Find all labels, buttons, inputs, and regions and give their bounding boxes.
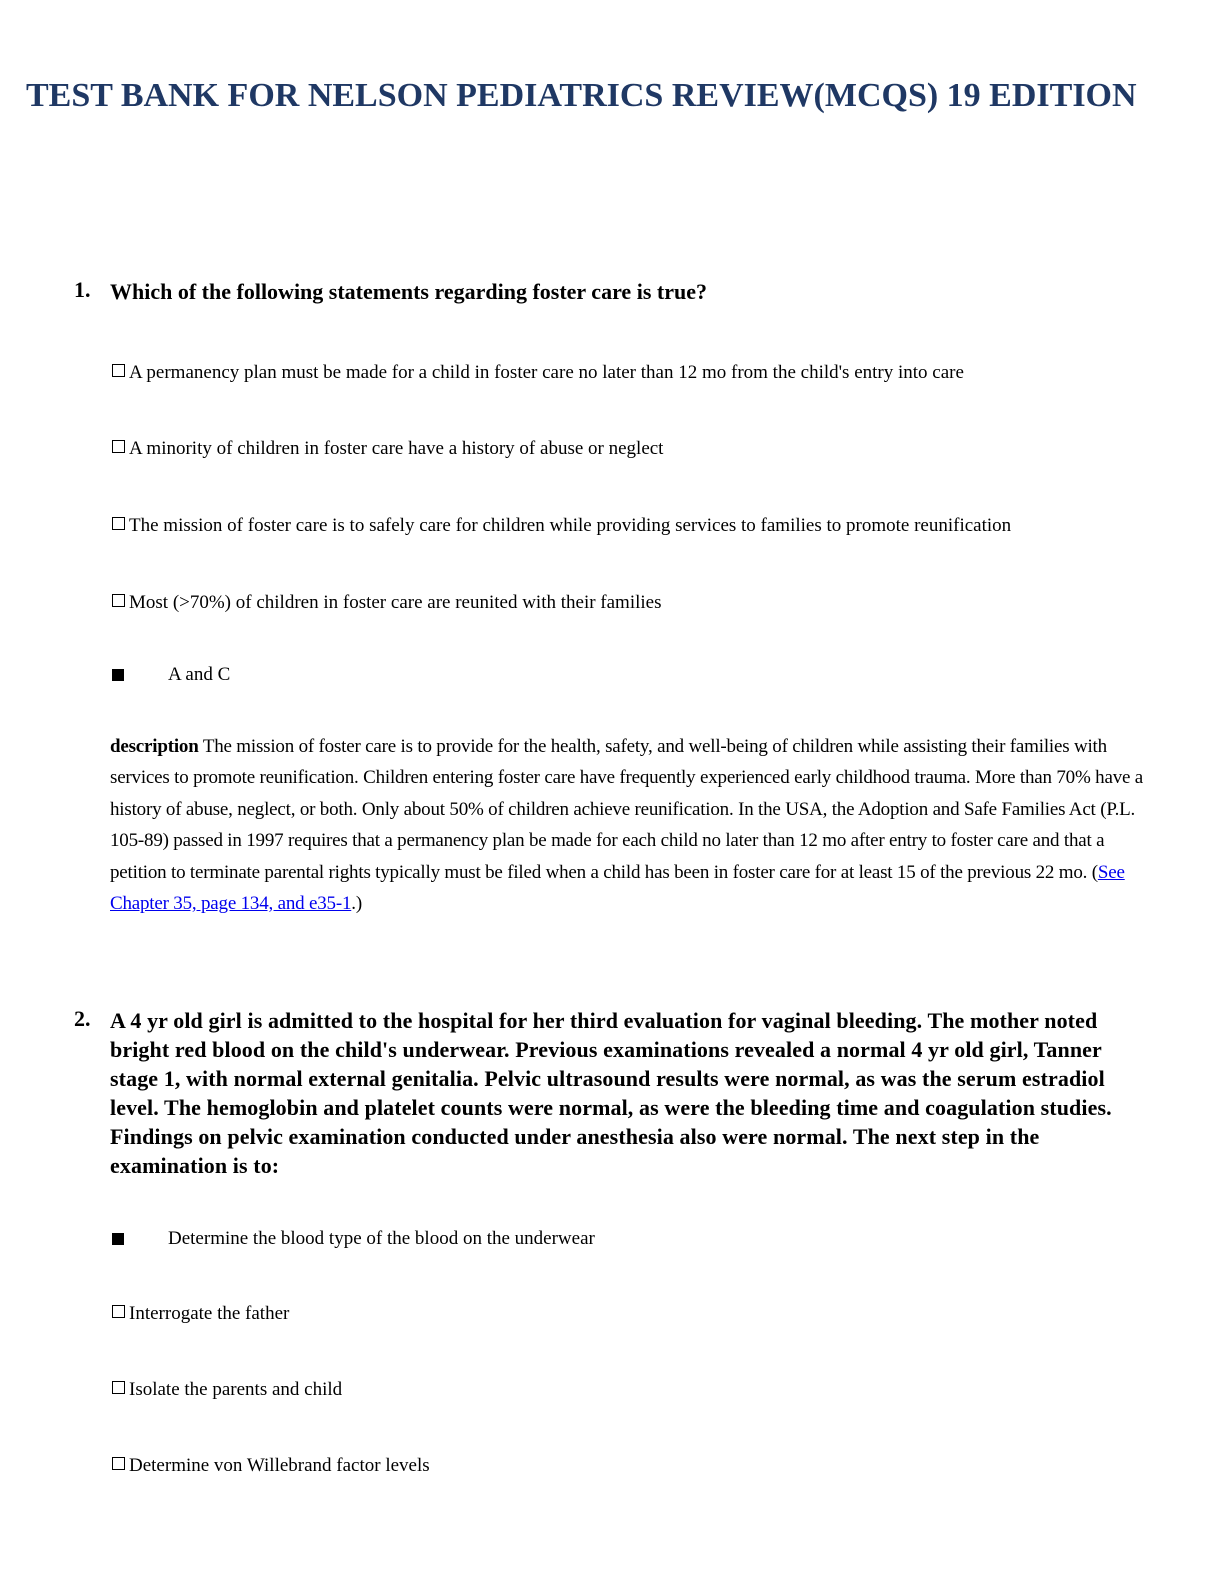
option-label: Interrogate the father: [129, 1303, 290, 1324]
option-checkbox-item[interactable]: [112, 361, 964, 385]
option-checkbox-item[interactable]: [112, 514, 1011, 538]
option-label: Most (>70%) of children in foster care are reunited with their families: [129, 592, 662, 613]
selected-answer-icon: [112, 669, 124, 681]
checkbox-icon[interactable]: [112, 440, 125, 453]
chapter-reference-link[interactable]: See Chapter 35, page 134, and e35-1: [110, 861, 1125, 915]
option-checkbox-item[interactable]: [112, 1302, 289, 1326]
checkbox-icon[interactable]: [112, 517, 125, 530]
answer-label: Determine the blood type of the blood on the underwear: [168, 1228, 595, 1249]
question-text: Which of the following statements regarding foster care is true?: [110, 279, 707, 304]
checkbox-icon[interactable]: [112, 364, 125, 377]
question-number: 1.: [74, 277, 91, 302]
question-number: 2.: [74, 1006, 91, 1031]
option-label: A permanency plan must be made for a child in foster care no later than 12 mo from the child's entry into care: [129, 362, 964, 383]
option-label: The mission of foster care is to safely care for children while providing services to families to promote reunification: [129, 515, 1012, 536]
option-checkbox-item[interactable]: [112, 1454, 430, 1478]
explanation-tail: .): [351, 893, 362, 915]
option-checkbox-item[interactable]: [112, 1378, 342, 1402]
answer-label: A and C: [168, 664, 231, 685]
selected-answer-icon: [112, 1233, 124, 1245]
option-label: A minority of children in foster care have a history of abuse or neglect: [129, 438, 664, 459]
explanation-text: The mission of foster care is to provide for the health, safety, and well-being of children while assisting their families with services to promote reunification. Children entering foster care have frequently experienced early childhood trauma. More than 70% have a history of abuse, neglect, or both. Only about 50% of children achieve reunification. In the USA, the Adoption and Safe Families Act (P.L. 105-89) passed in 1997 requires that a permanency plan be made for each child no later than 12 mo after entry to foster care and that a petition to terminate parental rights typically must be filed when a child has been in foster care for at least 15 of the previous 22 mo. (: [110, 736, 1144, 883]
checkbox-icon[interactable]: [112, 1305, 125, 1318]
option-label: Isolate the parents and child: [129, 1379, 343, 1400]
document-title: TEST BANK FOR NELSON PEDIATRICS REVIEW(MCQS) 19 EDITION: [26, 77, 1137, 114]
explanation-paragraph: [110, 731, 1160, 919]
checkbox-icon[interactable]: [112, 1457, 125, 1470]
checkbox-icon[interactable]: [112, 594, 125, 607]
option-checkbox-item[interactable]: [112, 591, 662, 615]
question-text: A 4 yr old girl is admitted to the hospital for her third evaluation for vaginal bleeding. The mother noted bright red blood on the child's underwear. Previous examinations revealed a normal 4 yr old girl, Tanner stage 1, with normal external genitalia. Pelvic ultrasound results were normal, as was the serum estradiol level. The hemoglobin and platelet counts were normal, as were the bleeding time and coagulation studies. Findings on pelvic examination conducted under anesthesia also were normal. The next step in the examination is to:: [110, 1008, 1112, 1178]
checkbox-icon[interactable]: [112, 1381, 125, 1394]
explanation-label: description: [110, 736, 199, 757]
option-checkbox-item[interactable]: [112, 437, 663, 461]
option-label: Determine von Willebrand factor levels: [129, 1455, 430, 1476]
